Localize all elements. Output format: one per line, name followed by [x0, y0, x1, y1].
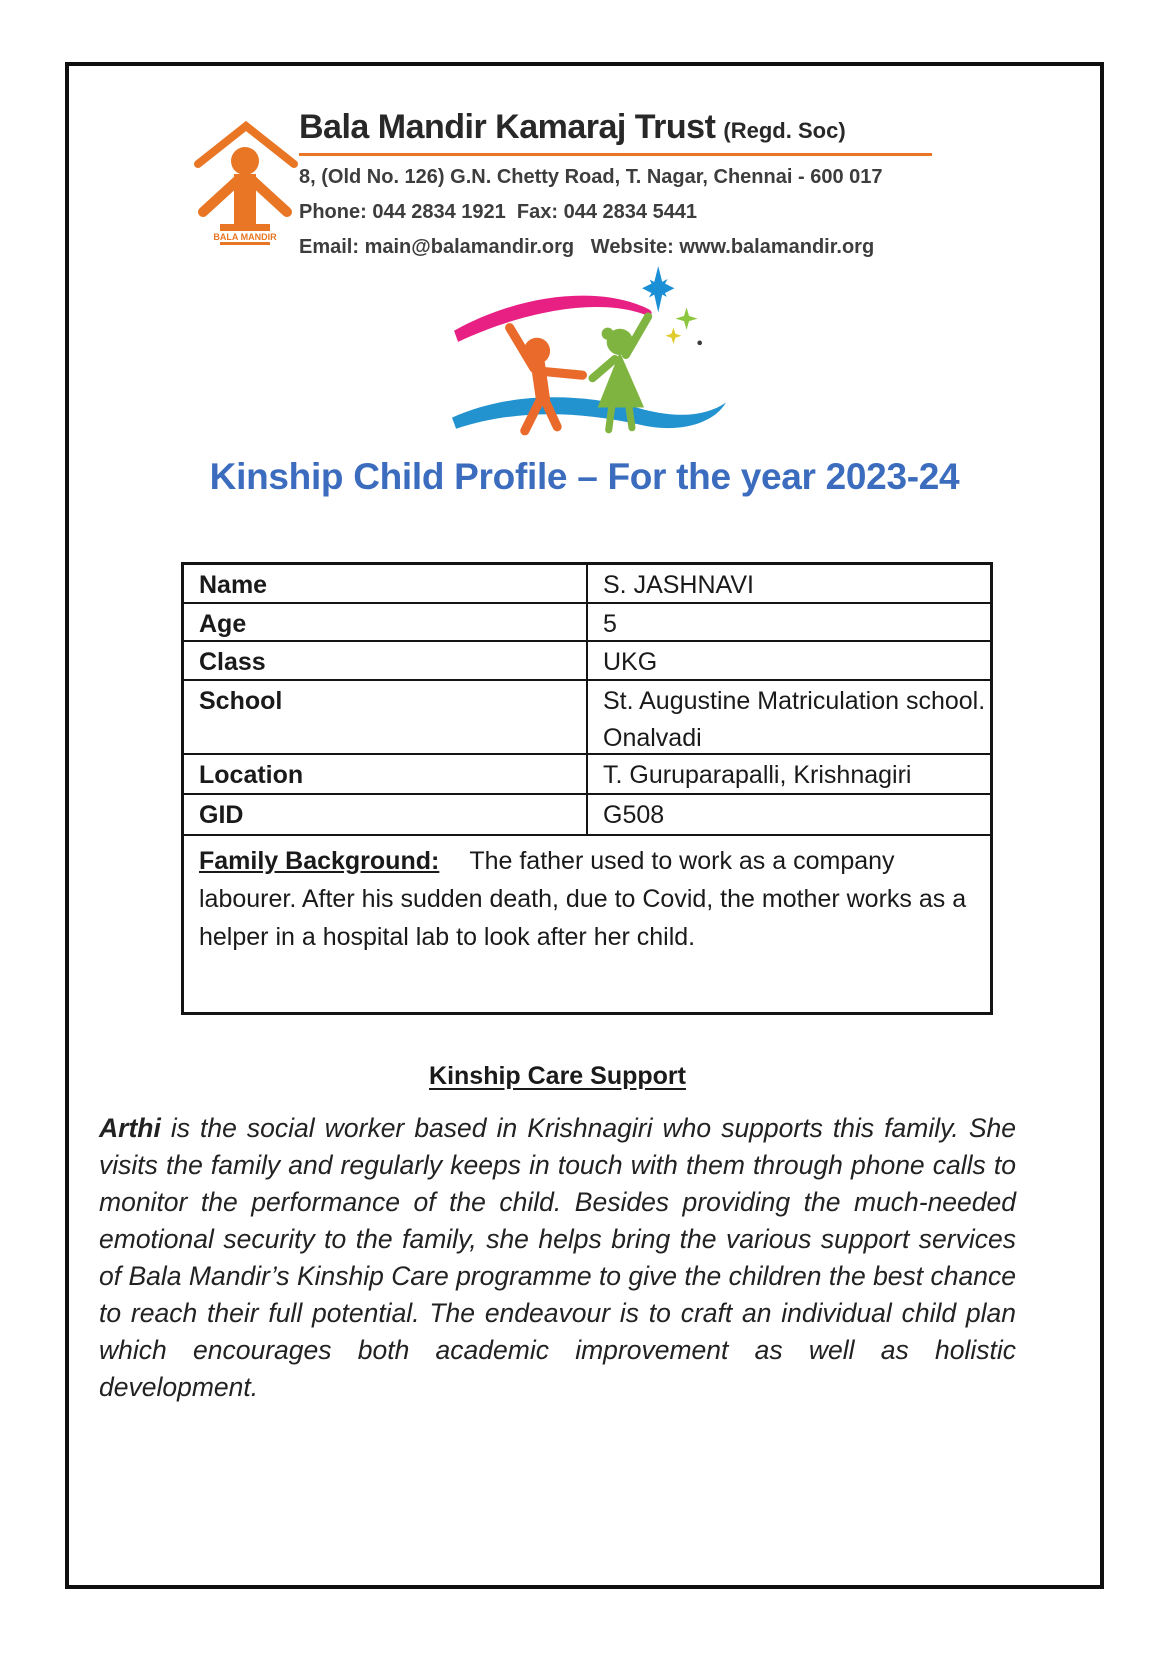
- table-value-location: T. Guruparapalli, Krishnagiri: [588, 755, 990, 795]
- table-label-school: School: [184, 681, 588, 755]
- bala-mandir-house-person-logo-icon: [190, 116, 302, 246]
- letterhead-text-block: [299, 108, 1019, 261]
- org-registration-suffix: (Regd. Soc): [723, 118, 846, 143]
- org-name: Bala Mandir Kamaraj Trust: [299, 108, 716, 146]
- table-value-gid: G508: [588, 795, 990, 836]
- table-value-class: UKG: [588, 642, 990, 681]
- support-section-heading: Kinship Care Support: [429, 1062, 686, 1090]
- sparkle-stars: [640, 266, 702, 345]
- logo-caption: BALA MANDIR: [213, 232, 277, 242]
- family-background-text: The father used to work as a company labourer. After his sudden death, due to Covid, the mother works as a helper in a hospital lab to look after her child.: [199, 847, 967, 951]
- family-background-label: Family Background:: [199, 847, 440, 875]
- letterhead-divider: [299, 153, 932, 156]
- org-address: 8, (Old No. 126) G.N. Chetty Road, T. Nagar, Chennai - 600 017: [299, 166, 883, 188]
- support-paragraph: [99, 1110, 1016, 1406]
- table-label-location: Location: [184, 755, 588, 795]
- table-label-age: Age: [184, 604, 588, 642]
- org-phone-fax: Phone: 044 2834 1921 Fax: 044 2834 5441: [299, 201, 698, 223]
- social-worker-name: Arthi: [99, 1113, 161, 1143]
- table-value-age: 5: [588, 604, 990, 642]
- document-page: [65, 62, 1104, 1589]
- page-title: Kinship Child Profile – For the year 2023-24: [209, 456, 960, 497]
- table-value-name: S. JASHNAVI: [588, 565, 990, 604]
- family-background-cell: [184, 836, 990, 1012]
- table-label-class: Class: [184, 642, 588, 681]
- children-reaching-stars-logo-icon: [450, 266, 728, 448]
- table-label-gid: GID: [184, 795, 588, 836]
- table-label-name: Name: [184, 565, 588, 604]
- child-profile-table: [181, 562, 993, 1015]
- table-value-school: St. Augustine Matriculation school. Onalvadi: [588, 681, 990, 755]
- org-email-website: Email: main@balamandir.org Website: www.balamandir.org: [299, 236, 875, 258]
- support-paragraph-text: is the social worker based in Krishnagiri who supports this family. She visits the family and regularly keeps in touch with them through phone calls to monitor the performance of the child. Besides providing the much-needed emotional security to the family, she helps bring the various support services of Bala Mandir’s Kinship Care programme to give the children the best chance to reach their full potential. The endeavour is to craft an individual child plan which encourages both academic improvement as well as holistic development.: [99, 1113, 1016, 1402]
